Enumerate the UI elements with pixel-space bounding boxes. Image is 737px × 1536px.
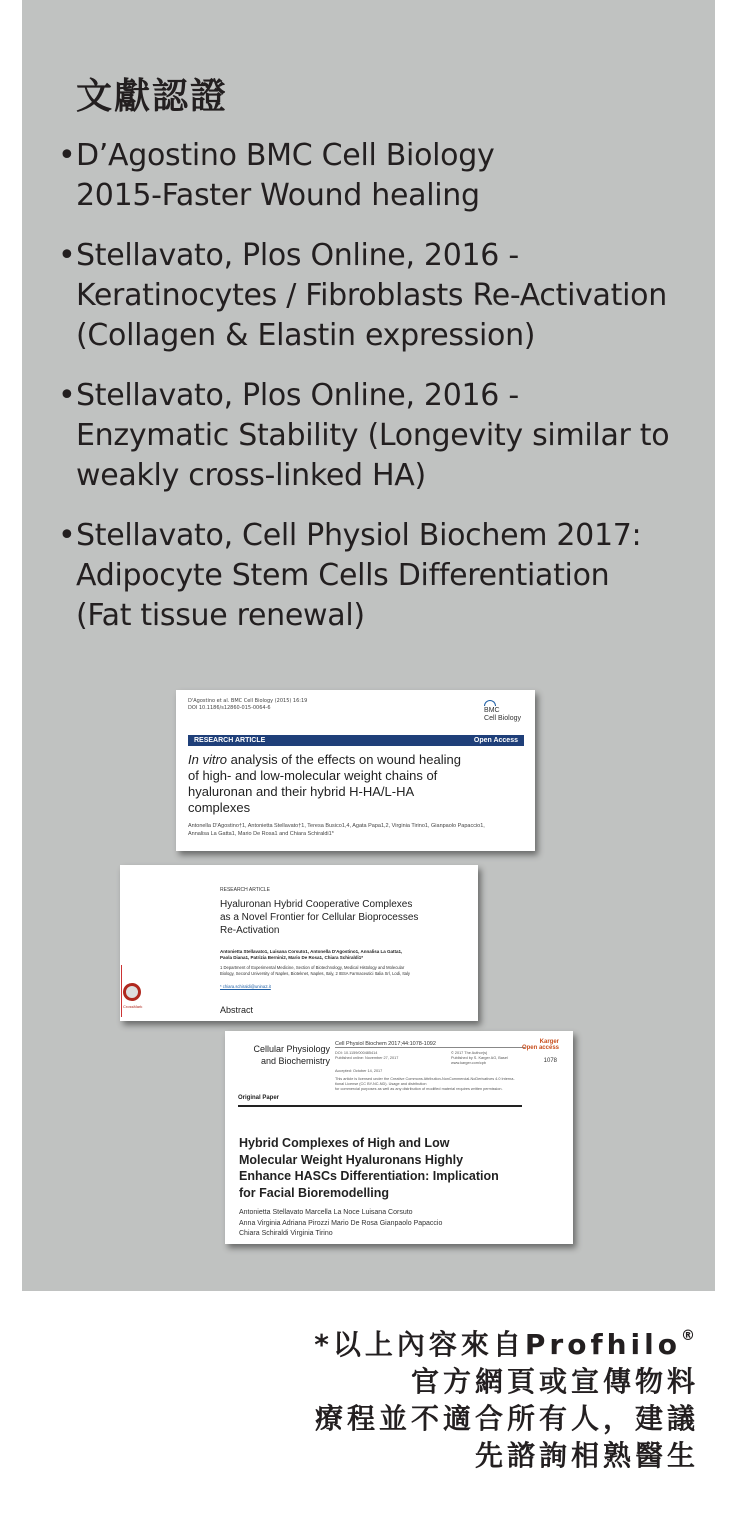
section-label: RESEARCH ARTICLE [194,737,266,744]
copyright-info [451,1051,508,1066]
journal-name [238,1043,330,1067]
license-line: This article is licensed under the Creative Commons Attribution-NonCommercial-NoDerivatives 4.0 Interna- [335,1077,515,1081]
reference-line: 2015-Faster Wound healing [76,178,480,213]
title-italic: In vitro [188,752,228,767]
publication-info [335,1051,398,1061]
reference-item [58,376,708,496]
reference-item [58,136,708,216]
copyright-line: © 2017 The Author(s) [451,1051,488,1055]
paper-title [239,1135,499,1201]
paper-title [188,752,461,816]
reference-line: Stellavato, Plos Online, 2016 - [76,238,519,273]
reference-line: Stellavato, Cell Physiol Biochem 2017: [76,518,642,553]
page-number: 1078 [543,1058,557,1064]
bullet-icon: • [58,518,76,553]
affiliation-line: 1 Department of Experimental Medicine, Section of Biotechnology, Medical Histology and Molecular [220,965,405,970]
disclaimer-line: 官方網頁或宣傳物料 [410,1365,699,1398]
reference-line: Keratinocytes / Fibroblasts Re-Activation [76,278,667,313]
disclaimer [314,1326,699,1474]
citation-line: D'Agostino et al. BMC Cell Biology (2015) 16:19 [188,698,308,704]
license-line: for commercial purposes as well as any distribution of modified material requires written permission. [335,1087,503,1091]
bmc-logo-icon [484,700,496,706]
abstract-heading: Abstract [220,1005,254,1015]
logo-text: BMC [484,707,500,714]
contact-email: * chiara.schiraldi@unina2.it [220,984,271,989]
divider [238,1105,522,1107]
page-title: 文獻認證 [76,76,229,117]
title-line: Re-Activation [220,925,280,936]
paper-title [220,898,418,937]
doi-line: DOI 10.1186/s12860-015-0064-6 [188,705,271,711]
section-bar [188,735,524,746]
reference-line: Enzymatic Stability (Longevity similar to [76,418,670,453]
title-line: Enhance HASCs Differentiation: Implication [239,1169,499,1183]
authors-line: Antonietta Stellavato Marcella La Noce Luisana Corsuto [239,1209,413,1216]
disclaimer-line: *以上內容來自Profhilo [314,1328,681,1361]
copyright-line: www.karger.com/cpb [451,1061,487,1065]
reference-line: Adipocyte Stem Cells Differentiation [76,558,610,593]
copyright-line: Published by S. Karger AG, Basel [451,1056,508,1060]
title-line: as a Novel Frontier for Cellular Bioprocesses [220,912,419,923]
authors-line: Anna Virginia Adriana Pirozzi Mario De Rosa Gianpaolo Papaccio [239,1219,443,1227]
paper-authors [239,1208,442,1240]
license-line: tional License (CC BY-NC-ND). Usage and distribution [335,1082,427,1086]
logo-text: Open access [521,1045,559,1051]
reference-line: weakly cross-linked HA) [76,458,426,493]
journal-line: and Biochemistry [260,1056,330,1066]
paper-thumbnail-cpb [225,1031,573,1244]
section-label: RESEARCH ARTICLE [220,887,270,893]
crossmark-label: CrossMark [123,1004,143,1009]
authors-line: Annalisa La Gatta1, Mario De Rosa1 and Chiara Schiraldi1* [188,831,334,837]
bullet-icon: • [58,238,76,273]
accepted-line: Accepted: October 14, 2017 [335,1069,383,1073]
authors-line: Paola Diana1, Patrizia Bernini2, Mario De Rosa1, Chiara Schiraldi1* [220,955,364,960]
crossmark-icon [123,983,141,1001]
logo-text: Cell Biology [484,715,521,722]
paper-thumbnail-plos [120,865,478,1021]
paper-authors [188,822,485,838]
paper-affiliation [220,965,410,976]
journal-line: Cellular Physiology [253,1044,330,1054]
bullet-icon: • [58,378,76,413]
paper-authors [220,949,402,961]
license-info [335,1077,525,1092]
bmc-logo [484,700,521,723]
logo-text: Karger [539,1039,559,1045]
disclaimer-line: 先諮詢相熟醫生 [474,1439,699,1472]
title-line: Hybrid Complexes of High and Low [239,1136,450,1150]
disclaimer-line: 療程並不適合所有人，建議 [314,1402,699,1435]
open-access-label: Open Access [473,737,518,744]
title-line: hyaluronan and their hybrid H-HA/L-HA [188,784,415,799]
paper-thumbnail-bmc [176,690,535,851]
authors-line: Antonietta Stellavato1, Luisana Corsuto1, Antonella D'Agostino1, Annalisa La Gatta1, [220,949,403,954]
title-line: for Facial Bioremodelling [239,1185,390,1200]
affiliation-line: Biology, Second University of Naples, Bioteknet, Naples, Italy, 2 IBSA Farmaceutici Italia Srl, Lodi, Italy [220,970,410,976]
reference-list [58,136,708,656]
reference-item [58,516,708,636]
paper-meta [188,698,307,712]
citation-line: Cell Physiol Biochem 2017;44:1078-1092 [335,1041,525,1048]
published-line: Published online: November 27, 2017 [335,1056,399,1060]
title-line: analysis of the effects on wound healing [227,752,461,767]
bullet-icon: • [58,138,76,173]
title-line: complexes [188,800,251,815]
title-line: Hyaluronan Hybrid Cooperative Complexes [220,899,413,910]
reference-line: (Fat tissue renewal) [76,598,365,633]
reference-item [58,236,708,356]
title-line: of high- and low-molecular weight chains of [188,768,438,783]
reference-line: (Collagen & Elastin expression) [76,318,536,353]
authors-line: Chiara Schiraldi Virginia Tirino [239,1230,333,1237]
registered-mark: ® [681,1328,699,1344]
reference-line: D’Agostino BMC Cell Biology [76,138,495,173]
karger-logo [522,1039,559,1051]
authors-line: Antonella D'Agostino†1, Antonietta Stellavato†1, Teresa Busico1,4, Agata Papa1,2, Virginia Tirino1, Gianpaolo Papaccio1, [188,823,485,829]
title-line: Molecular Weight Hyaluronans Highly [239,1152,464,1167]
divider [121,965,122,1017]
article-type: Original Paper [238,1095,280,1101]
doi-line: DOI: 10.1159/000485414 [335,1051,378,1055]
reference-line: Stellavato, Plos Online, 2016 - [76,378,519,413]
